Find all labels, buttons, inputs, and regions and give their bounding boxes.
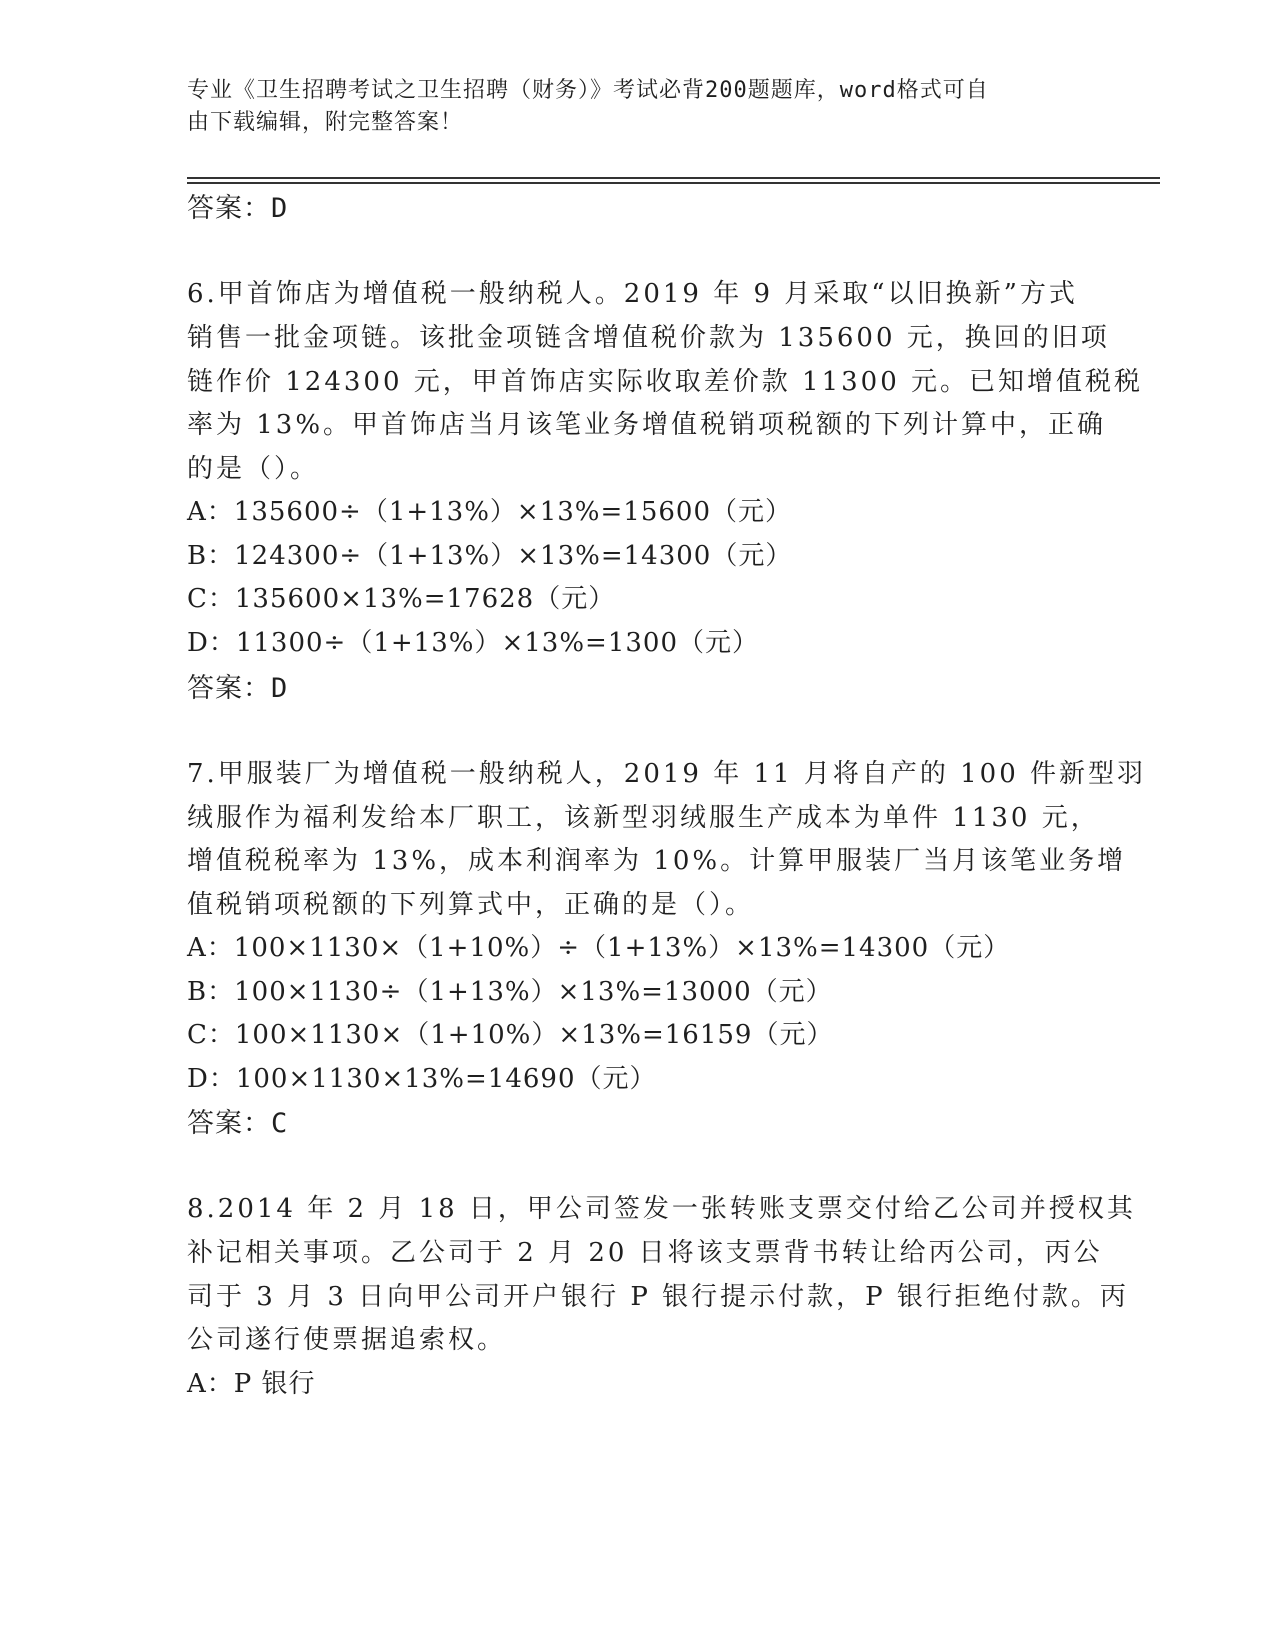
question-line: 销售一批金项链。该批金项链含增值税价款为 135600 元，换回的旧项	[187, 323, 1110, 353]
question-line: 8.2014 年 2 月 18 日，甲公司签发一张转账支票交付给乙公司并授权其	[187, 1194, 1136, 1224]
question-line: 率为 13%。甲首饰店当月该笔业务增值税销项税额的下列计算中，正确	[187, 410, 1107, 440]
question-line: 值税销项税额的下列算式中，正确的是（）。	[187, 890, 755, 920]
option-b: B：124300÷（1+13%）×13%=14300（元）	[187, 541, 793, 571]
header-divider-top	[187, 177, 1160, 179]
question-line: 补记相关事项。乙公司于 2 月 20 日将该支票背书转让给丙公司，丙公	[187, 1238, 1103, 1268]
option-a: A：100×1130×（1+10%）÷（1+13%）×13%=14300（元）	[187, 933, 1011, 963]
document-header	[187, 75, 1087, 139]
header-line-1: 专业《卫生招聘考试之卫生招聘（财务）》考试必背200题题库，word格式可自	[187, 78, 989, 103]
header-line-2: 由下载编辑，附完整答案！	[187, 110, 464, 135]
question-line: 增值税税率为 13%，成本利润率为 10%。计算甲服装厂当月该笔业务增	[187, 846, 1127, 876]
question-line: 绒服作为福利发给本厂职工，该新型羽绒服生产成本为单件 1130 元，	[187, 803, 1100, 833]
question-line: 6.甲首饰店为增值税一般纳税人。2019 年 9 月采取“以旧换新”方式	[187, 279, 1078, 309]
option-b: B：100×1130÷（1+13%）×13%=13000（元）	[187, 977, 833, 1007]
option-a: A：P 银行	[187, 1369, 316, 1399]
header-divider-bottom	[187, 182, 1160, 184]
question-line: 司于 3 月 3 日向甲公司开户银行 P 银行提示付款，P 银行拒绝付款。丙	[187, 1282, 1129, 1312]
option-d: D：100×1130×13%=14690（元）	[187, 1064, 657, 1094]
option-c: C：100×1130×（1+10%）×13%=16159（元）	[187, 1020, 834, 1050]
previous-answer: 答案：D	[187, 193, 289, 224]
question-line: 的是（）。	[187, 454, 320, 484]
answer: 答案：D	[187, 673, 289, 704]
answer: 答案：C	[187, 1108, 289, 1139]
option-d: D：11300÷（1+13%）×13%=1300（元）	[187, 628, 759, 658]
option-c: C：135600×13%=17628（元）	[187, 584, 616, 614]
question-line: 7.甲服装厂为增值税一般纳税人，2019 年 11 月将自产的 100 件新型羽	[187, 759, 1147, 789]
option-a: A：135600÷（1+13%）×13%=15600（元）	[187, 497, 792, 527]
question-line: 公司遂行使票据追索权。	[187, 1325, 507, 1355]
question-line: 链作价 124300 元，甲首饰店实际收取差价款 11300 元。已知增值税税	[187, 367, 1144, 397]
